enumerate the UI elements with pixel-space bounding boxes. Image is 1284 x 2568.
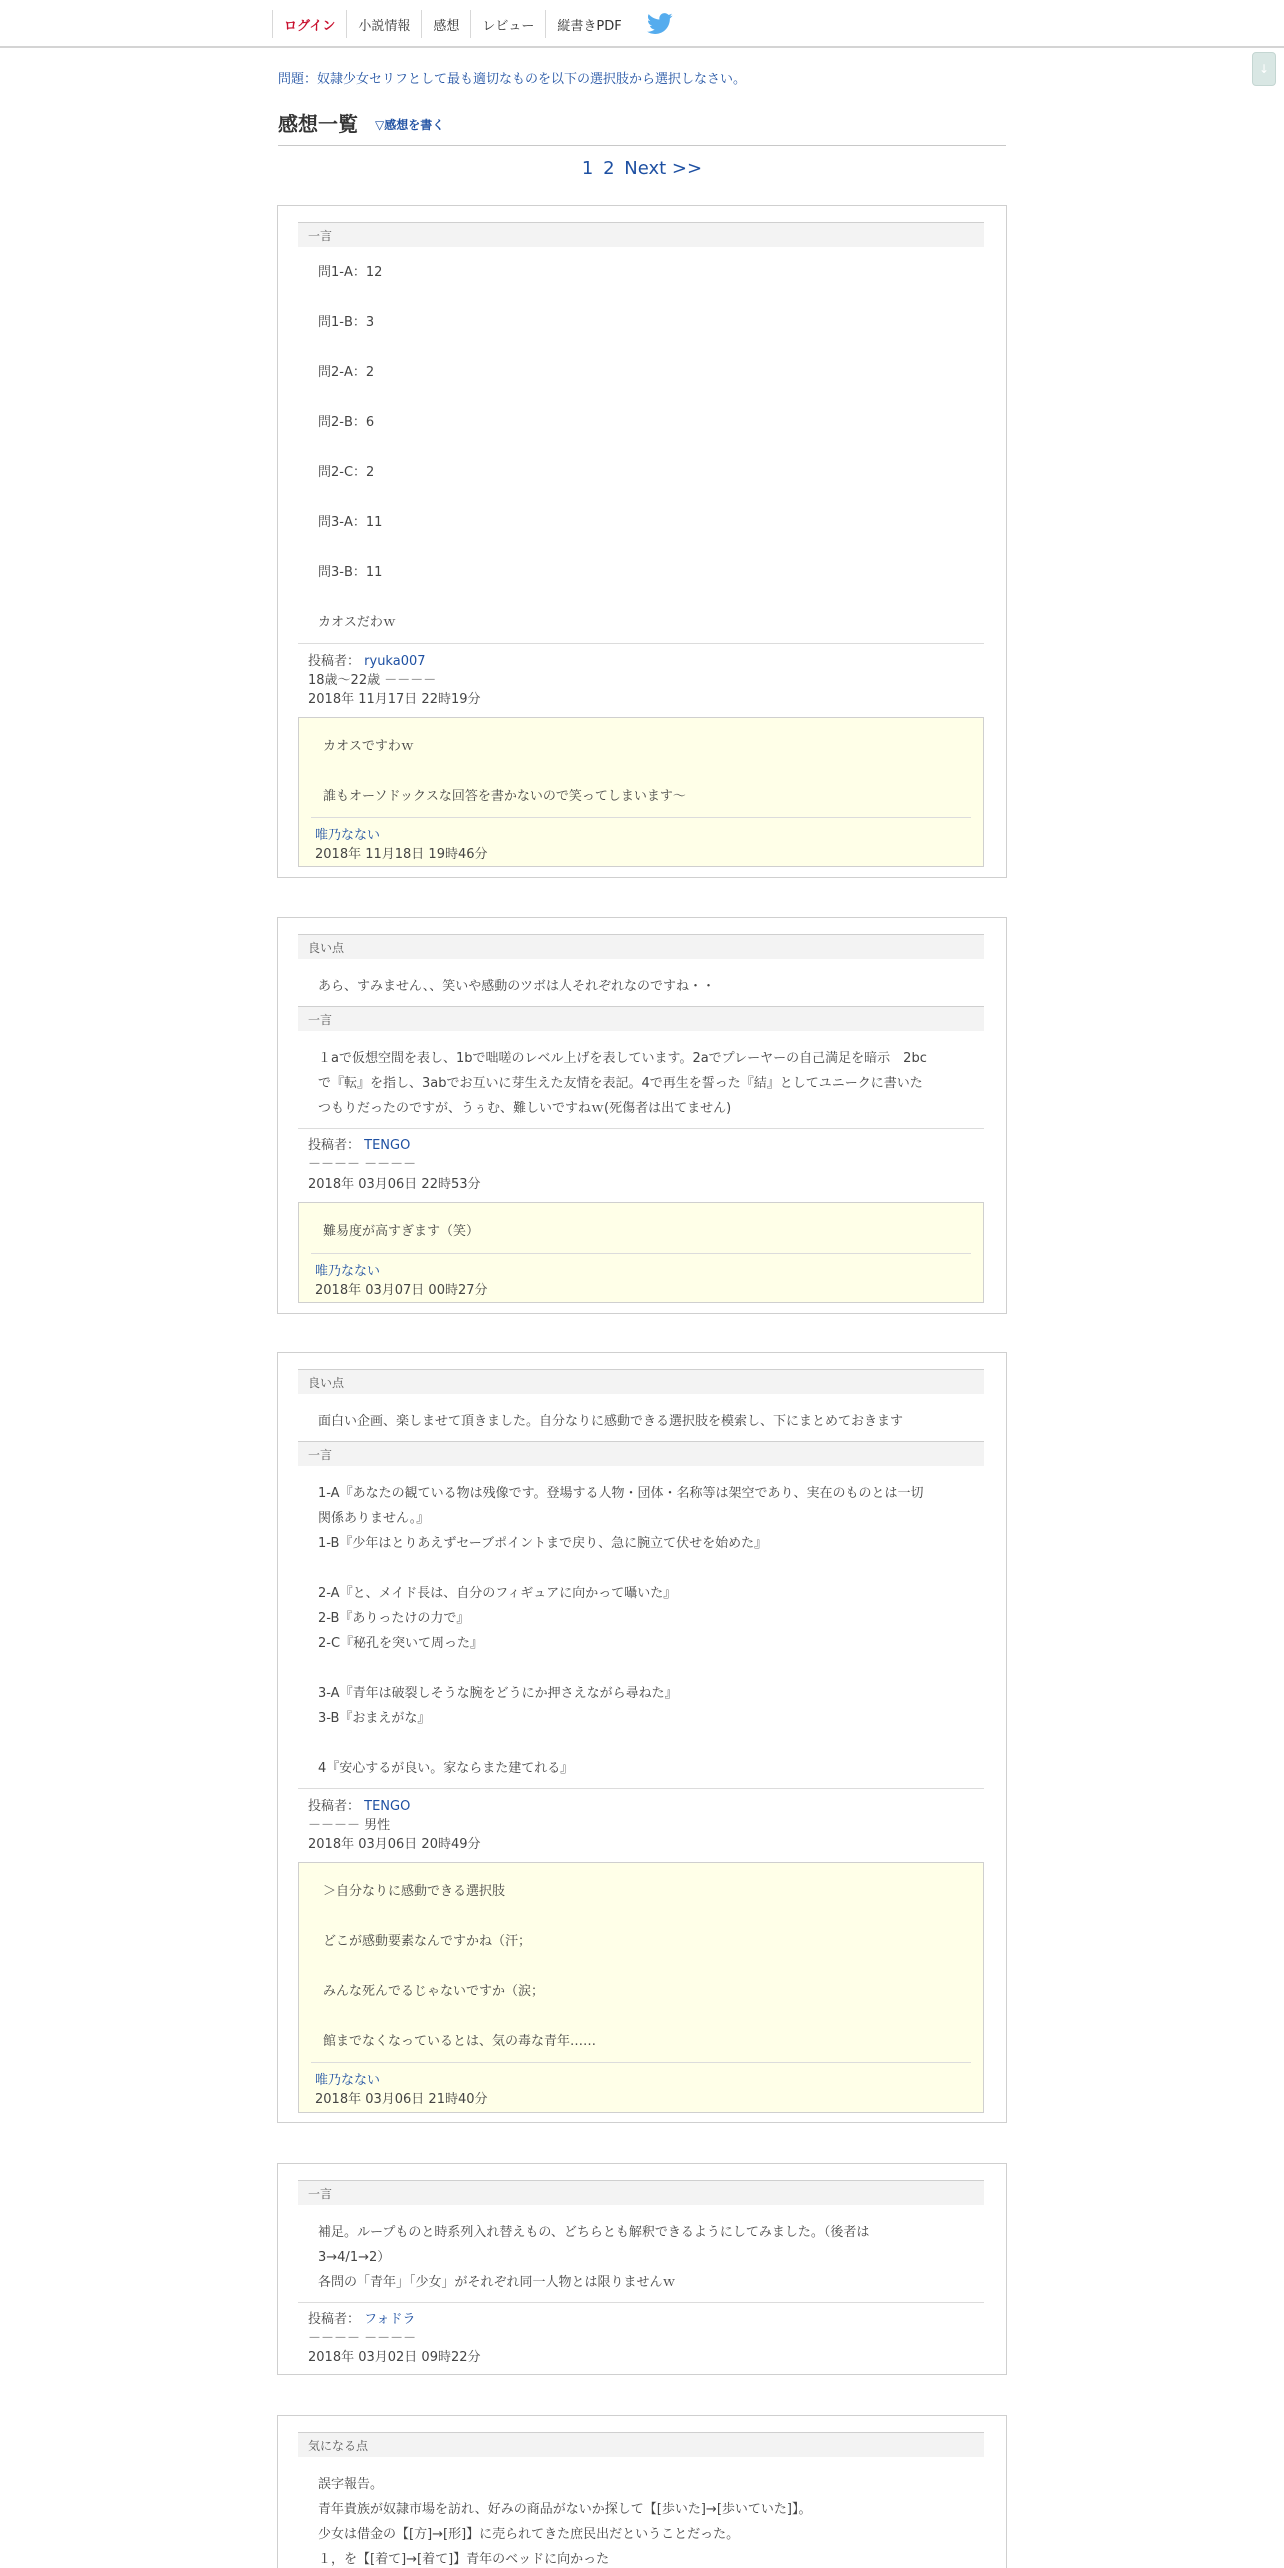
divider [298,643,984,644]
page-2-link[interactable]: 2 [603,158,615,179]
comment-line: １aで仮想空間を表し、1bで咄嗟のレベル上げを表しています。2aでプレーヤーの自己満足を暗示 2bc [318,1051,927,1066]
poster-label: 投稿者： [308,654,361,669]
next-page-link[interactable]: Next >> [624,158,703,179]
reply-line: カオスですわｗ [323,739,414,754]
comment-line: で『転』を指し、3abでお互いに芽生えた友情を表記。4で再生を誓った『結』としてユニークに書いた [318,1076,923,1091]
comment-line: 1-A『あなたの観ている物は残像です。登場する人物・団体・名称等は架空であり、実在のものとは一切 [318,1486,924,1501]
top-nav [0,0,1284,48]
pagination [278,158,1006,179]
impression-card [277,917,1007,1314]
good-point-line: あら、すみません、、笑いや感動のツボは人それぞれなのですね・・ [318,979,716,994]
nav-list [272,10,684,38]
comment-line: 1-B『少年はとりあえずセーブポイントまで戻り、急に腕立て伏せを始めた』 [318,1536,768,1551]
reply-line: 誰もオーソドックスな回答を書かないので笑ってしまいます～ [323,789,686,804]
author-reply [298,1202,984,1303]
divider [311,817,971,818]
question-link[interactable]: 問題：奴隷少女セリフとして最も適切なものを以下の選択肢から選択しなさい。 [278,72,747,87]
comment-line: カオスだわｗ [318,615,396,630]
section-header-comment: 一言 [298,2180,984,2205]
section-header-comment: 一言 [298,222,984,247]
poster-label: 投稿者： [308,1799,361,1814]
poster-info: －－－－ 男性 [308,1818,391,1833]
scroll-down-button[interactable] [1252,52,1276,86]
author-reply [298,717,984,867]
nav-vertical-pdf[interactable]: 縦書きPDF [545,10,632,38]
page-title: 感想一覧 [278,112,358,136]
twitter-bird-icon [647,13,673,35]
comment-line: 誤字報告。 [318,2477,384,2492]
poster-line [308,1795,410,1814]
reply-date: 2018年 03月07日 00時27分 [315,1283,488,1298]
comment-line: 3-A『青年は破裂しそうな腕をどうにか押さえながら尋ねた』 [318,1686,678,1701]
comment-line: 関係ありません。』 [318,1511,430,1526]
nav-novel-info[interactable]: 小説情報 [346,10,421,38]
comment-line: 各問の「青年」「少女」がそれぞれ同一人物とは限りませんｗ [318,2275,676,2290]
twitter-button[interactable] [633,10,684,38]
page-heading [278,108,1006,146]
reply-author-link[interactable]: 唯乃なない [315,828,381,843]
comment-line: 3→4/1→2） [318,2250,391,2265]
divider [298,1128,984,1129]
arrow-down-icon: ↓ [1258,62,1270,76]
poster-line [308,650,426,669]
reply-author-link[interactable]: 唯乃なない [315,1264,381,1279]
poster-info: 18歳～22歳 －－－－ [308,673,437,688]
divider [311,2062,971,2063]
reply-date: 2018年 11月18日 19時46分 [315,847,488,862]
author-reply [298,1862,984,2113]
page-1-link[interactable]: 1 [581,158,594,179]
poster-label: 投稿者： [308,2312,361,2327]
poster-label: 投稿者： [308,1138,361,1153]
poster-link[interactable]: フォドラ [364,2312,416,2327]
post-date: 2018年 03月06日 20時49分 [308,1837,481,1852]
comment-line: 2-A『と、メイド長は、自分のフィギュアに向かって囁いた』 [318,1586,677,1601]
comment-line: 4『安心するが良い。家ならまた建てれる』 [318,1761,574,1776]
reply-line: 難易度が高すぎます（笑） [323,1224,480,1239]
reply-date: 2018年 03月06日 21時40分 [315,2092,488,2107]
poster-info: －－－－ －－－－ [308,2331,417,2346]
poster-line [308,2308,416,2327]
comment-line: 2-C『秘孔を突いて周った』 [318,1636,484,1651]
nav-review[interactable]: レビュー [470,10,545,38]
comment-line: 少女は借金の【[方]→[形]】に売られてきた庶民出だということだった。 [318,2527,740,2542]
comment-line: 問3-A：11 [318,515,383,530]
reply-line: 館までなくなっているとは、気の毒な青年…… [323,2034,597,2049]
reply-line: ＞自分なりに感動できる選択肢 [323,1884,506,1899]
write-impression-link[interactable]: ▽感想を書く [375,118,445,132]
comment-line: つもりだったのですが、うぅむ、難しいですねｗ(死傷者は出てません) [318,1101,732,1116]
nav-login[interactable]: ログイン [272,10,346,38]
divider [311,1253,971,1254]
reply-line: みんな死んでるじゃないですか（涙； [323,1984,545,1999]
section-header-comment: 一言 [298,1006,984,1031]
section-header-concerns: 気になる点 [298,2432,984,2457]
post-date: 2018年 11月17日 22時19分 [308,692,481,707]
section-header-comment: 一言 [298,1441,984,1466]
poster-info: －－－－ －－－－ [308,1157,417,1172]
post-date: 2018年 03月06日 22時53分 [308,1177,481,1192]
poster-link[interactable]: TENGO [364,1138,411,1153]
divider [298,1788,984,1789]
nav-impressions[interactable]: 感想 [421,10,470,38]
comment-line: 青年貴族が奴隷市場を訪れ、好みの商品がないか探して【[歩いた]→[歩いていた]】。 [318,2502,812,2517]
section-header-good-points: 良い点 [298,934,984,959]
impression-card [277,2415,1007,2568]
poster-line [308,1134,410,1153]
comment-line: 問3-B：11 [318,565,383,580]
section-header-good-points: 良い点 [298,1369,984,1394]
reply-author-link[interactable]: 唯乃なない [315,2073,381,2088]
poster-link[interactable]: ryuka007 [364,654,426,669]
comment-line: 3-B『おまえがな』 [318,1711,431,1726]
comment-line: １，を【[着て]→[着て]】青年のベッドに向かった [318,2552,610,2567]
comment-line: 問2-C：2 [318,465,375,480]
comment-line: 問1-B：3 [318,315,375,330]
divider [298,2302,984,2303]
good-point-line: 面白い企画、楽しませて頂きました。自分なりに感動できる選択肢を模索し、下にまとめておきます [318,1414,904,1429]
comment-line: 問2-B：6 [318,415,375,430]
post-date: 2018年 03月02日 09時22分 [308,2350,481,2365]
impression-card [277,205,1007,878]
comment-line: 補足。ループものと時系列入れ替えもの、どちらとも解釈できるようにしてみました。（後者は [318,2225,870,2240]
comment-line: 2-B『ありったけの力で』 [318,1611,470,1626]
reply-line: どこが感動要素なんですかね（汗； [323,1934,532,1949]
impression-card [277,2163,1007,2375]
comment-line: 問1-A：12 [318,265,383,280]
comment-line: 問2-A：2 [318,365,375,380]
impression-card [277,1352,1007,2123]
poster-link[interactable]: TENGO [364,1799,411,1814]
